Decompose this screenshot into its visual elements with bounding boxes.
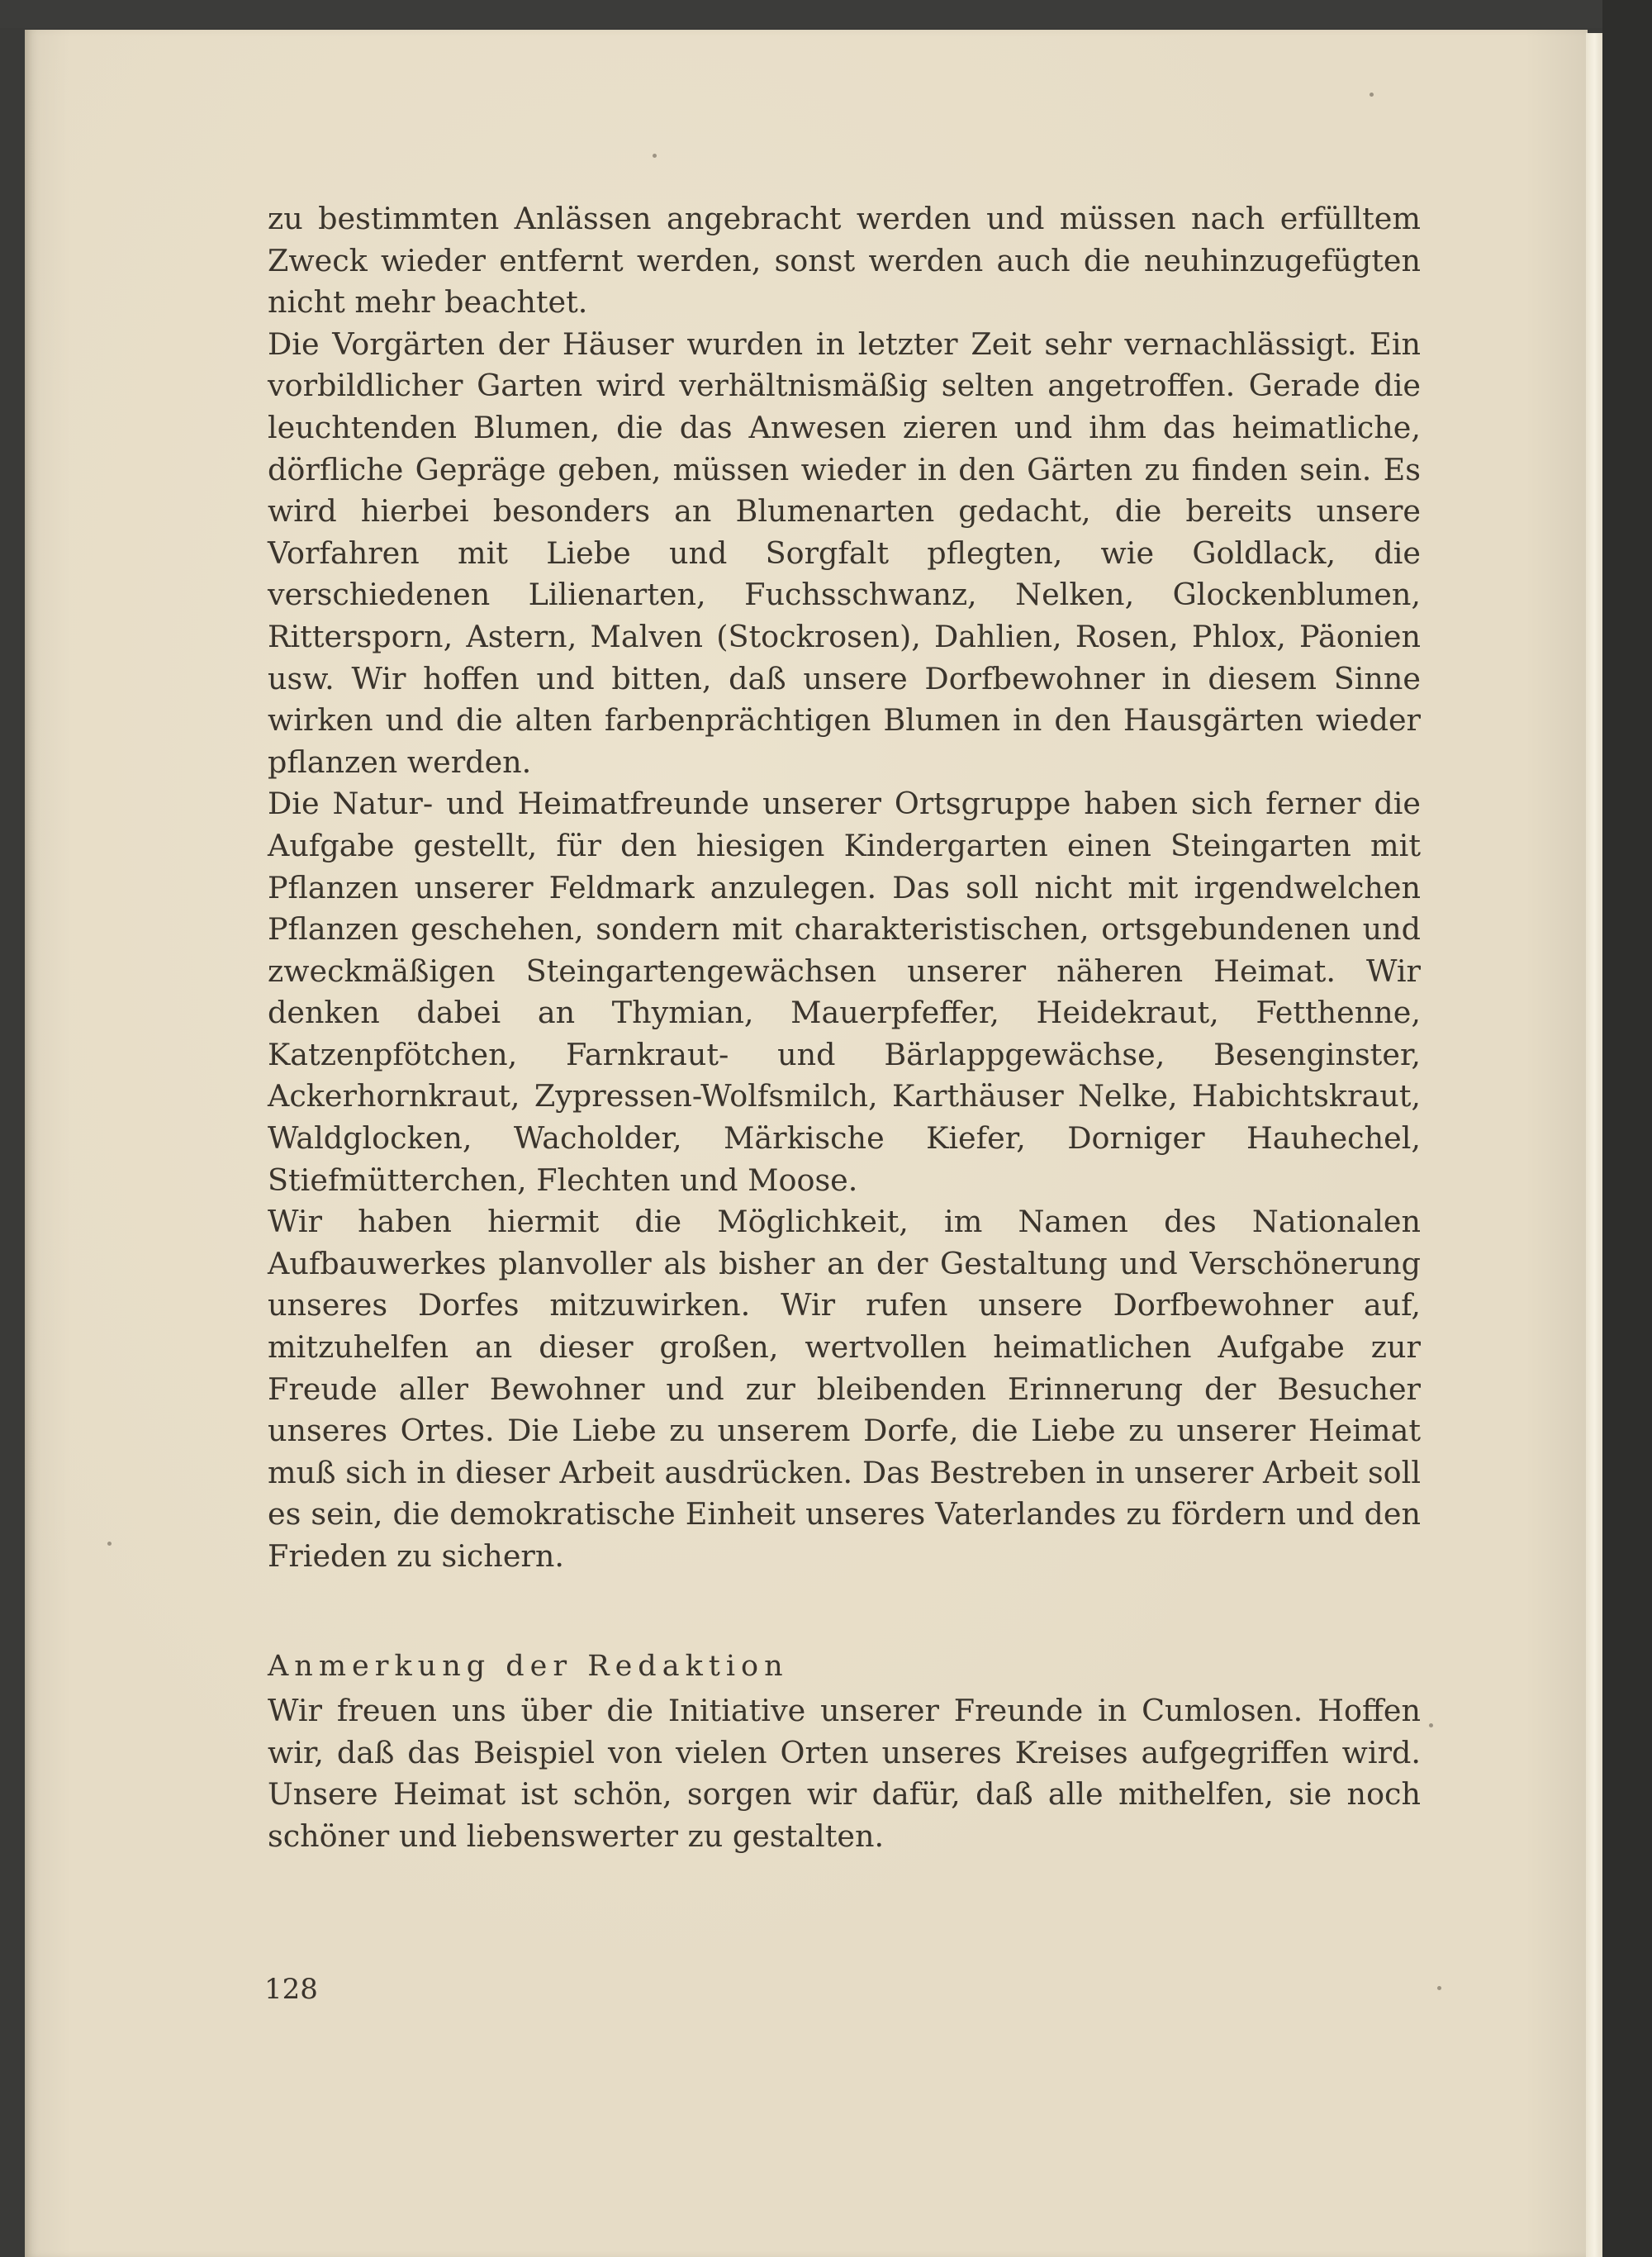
paper-speck xyxy=(1437,1986,1441,1990)
scan-frame-right xyxy=(1602,0,1652,2257)
editorial-note-heading: Anmerkung der Redaktion xyxy=(268,1649,789,1683)
paragraph: zu bestimmten Anlässen angebracht werden und müssen nach erfülltem Zweck wieder entfernt werden, sonst werden auch die neuhinzugefügten nicht mehr beachtet. xyxy=(268,201,1421,321)
body-text xyxy=(268,198,1421,1858)
editorial-note-text: Wir freuen uns über die Initiative unserer Freunde in Cumlosen. Hoffen wir, daß das Beispiel von vielen Orten unseres Kreises aufgegriffen wird. Unsere Heimat ist schön, sorgen wir dafür, daß alle mithelfen, sie noch schöner und liebenswerter zu gestalten. xyxy=(268,1693,1421,1854)
paragraph: Die Vorgärten der Häuser wurden in letzter Zeit sehr vernachlässigt. Ein vorbildlicher Garten wird verhältnismäßig selten angetroffen. Gerade die leuchtenden Blumen, die das Anwesen zieren und ihm das heimatliche, dörfliche Gepräge geben, müssen wieder in den Gärten zu finden sein. Es wird hierbei besonders an Blumenarten gedacht, die bereits unsere Vorfahren mit Liebe und Sorgfalt pflegten, wie Goldlack, die verschiedenen Lilienarten, Fuchsschwanz, Nelken, Glockenblumen, Rittersporn, Astern, Malven (Stockrosen), Dahlien, Rosen, Phlox, Päonien usw. Wir hoffen und bitten, daß unsere Dorfbewohner in diesem Sinne wirken und die alten farbenprächtigen Blumen in den Hausgärten wieder pflanzen werden. xyxy=(268,325,1421,780)
scan-frame-top xyxy=(0,0,1652,28)
paragraph: Wir haben hiermit die Möglichkeit, im Namen des Nationalen Aufbauwerkes planvoller als bisher an der Gestaltung und Verschönerung unseres Dorfes mitzuwirken. Wir rufen unsere Dorfbewohner auf, mitzuhelfen an dieser großen, wertvollen heimatlichen Aufgabe zur Freude aller Bewohner und zur bleibenden Erinnerung der Besucher unseres Ortes. Die Liebe zu unserem Dorfe, die Liebe zu unserer Heimat muß sich in dieser Arbeit ausdrücken. Das Bestreben in unserer Arbeit soll es sein, die demokratische Einheit unseres Vaterlandes zu fördern und den Frieden zu sichern. xyxy=(268,1204,1421,1574)
paper-speck xyxy=(107,1542,112,1546)
paper-speck xyxy=(653,154,657,158)
paragraph: Die Natur- und Heimatfreunde unserer Ortsgruppe haben sich ferner die Aufgabe gestellt, für den hiesigen Kindergarten einen Steingarten mit Pflanzen unserer Feldmark anzulegen. Das soll nicht mit irgendwelchen Pflanzen geschehen, sondern mit charakteristischen, ortsgebundenen und zweckmäßigen Steingartengewächsen unserer näheren Heimat. Wir denken dabei an Thymian, Mauerpfeffer, Heidekraut, Fetthenne, Katzenpfötchen, Farnkraut- und Bärlappgewächse, Besenginster, Ackerhornkraut, Zypressen-Wolfsmilch, Karthäuser Nelke, Habichtskraut, Waldglocken, Wacholder, Märkische Kiefer, Dorniger Hauhechel, Stiefmütterchen, Flechten und Moose. xyxy=(268,786,1421,1198)
page-number: 128 xyxy=(264,1973,318,2006)
paper-speck xyxy=(1370,93,1374,97)
paper-speck xyxy=(1429,1723,1433,1727)
